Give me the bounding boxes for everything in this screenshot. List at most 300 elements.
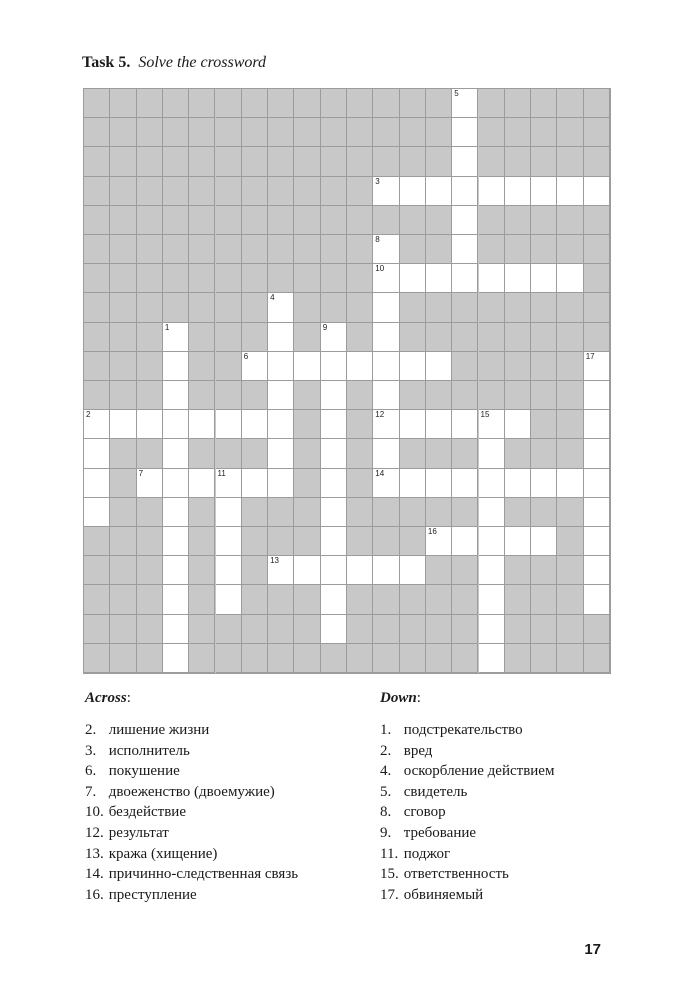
crossword-cell[interactable]	[84, 469, 110, 498]
clue-number: 16	[427, 527, 437, 536]
crossword-cell[interactable]	[479, 264, 505, 293]
crossword-cell[interactable]	[163, 439, 189, 468]
crossword-block	[294, 469, 320, 498]
crossword-block	[268, 264, 294, 293]
crossword-cell[interactable]	[268, 323, 294, 352]
crossword-block	[557, 147, 583, 176]
crossword-cell[interactable]	[373, 410, 399, 439]
crossword-cell[interactable]	[479, 615, 505, 644]
crossword-cell[interactable]	[426, 352, 452, 381]
crossword-block	[531, 352, 557, 381]
crossword-block	[110, 89, 136, 118]
crossword-block	[557, 615, 583, 644]
crossword-cell[interactable]	[163, 469, 189, 498]
crossword-cell[interactable]	[505, 527, 531, 556]
crossword-block	[479, 147, 505, 176]
clue-item	[85, 720, 298, 741]
crossword-block	[531, 439, 557, 468]
crossword-block	[189, 264, 215, 293]
crossword-cell[interactable]	[373, 556, 399, 585]
crossword-block	[400, 206, 426, 235]
crossword-block	[557, 381, 583, 410]
crossword-cell[interactable]	[216, 498, 242, 527]
crossword-block	[294, 644, 320, 673]
crossword-cell[interactable]	[479, 439, 505, 468]
crossword-block	[531, 410, 557, 439]
crossword-block	[189, 644, 215, 673]
crossword-block	[321, 118, 347, 147]
crossword-block	[137, 352, 163, 381]
crossword-block	[557, 118, 583, 147]
crossword-block	[242, 323, 268, 352]
crossword-cell[interactable]	[452, 235, 478, 264]
crossword-cell[interactable]	[479, 527, 505, 556]
crossword-block	[531, 89, 557, 118]
crossword-block	[557, 410, 583, 439]
crossword-block	[84, 147, 110, 176]
crossword-cell[interactable]	[400, 177, 426, 206]
crossword-cell[interactable]	[373, 293, 399, 322]
crossword-block	[189, 177, 215, 206]
crossword-block	[584, 323, 610, 352]
crossword-block	[426, 235, 452, 264]
crossword-cell[interactable]	[584, 469, 610, 498]
crossword-block	[242, 644, 268, 673]
crossword-block	[557, 235, 583, 264]
crossword-cell[interactable]	[163, 410, 189, 439]
crossword-block	[294, 410, 320, 439]
crossword-cell[interactable]	[137, 410, 163, 439]
crossword-cell[interactable]	[584, 585, 610, 614]
crossword-block	[110, 206, 136, 235]
crossword-cell[interactable]	[163, 352, 189, 381]
crossword-block	[242, 556, 268, 585]
crossword-cell[interactable]	[189, 410, 215, 439]
crossword-block	[373, 206, 399, 235]
crossword-cell[interactable]	[452, 527, 478, 556]
crossword-block	[294, 498, 320, 527]
crossword-block	[426, 147, 452, 176]
across-list	[85, 720, 298, 905]
crossword-block	[137, 206, 163, 235]
crossword-cell[interactable]	[216, 410, 242, 439]
crossword-block	[268, 206, 294, 235]
crossword-block	[137, 118, 163, 147]
clues-across	[85, 690, 298, 905]
crossword-block	[216, 293, 242, 322]
crossword-cell[interactable]	[163, 615, 189, 644]
crossword-block	[110, 352, 136, 381]
crossword-block	[268, 498, 294, 527]
crossword-block	[584, 89, 610, 118]
crossword-cell[interactable]	[452, 264, 478, 293]
crossword-block	[505, 206, 531, 235]
crossword-cell[interactable]	[347, 352, 373, 381]
crossword-cell[interactable]	[242, 410, 268, 439]
crossword-block	[137, 498, 163, 527]
crossword-cell[interactable]	[584, 556, 610, 585]
crossword-cell[interactable]	[268, 439, 294, 468]
crossword-block	[137, 323, 163, 352]
crossword-block	[452, 381, 478, 410]
clue-item-number: 4.	[380, 763, 392, 780]
crossword-cell[interactable]	[479, 498, 505, 527]
crossword-cell[interactable]	[452, 410, 478, 439]
crossword-block	[531, 323, 557, 352]
crossword-cell[interactable]	[294, 556, 320, 585]
crossword-block	[531, 498, 557, 527]
crossword-cell[interactable]	[531, 527, 557, 556]
crossword-block	[189, 615, 215, 644]
crossword-block	[137, 177, 163, 206]
crossword-cell[interactable]	[479, 469, 505, 498]
crossword-block	[268, 89, 294, 118]
clue-item-number: 15.	[380, 866, 399, 883]
clue-item-text: бездействие	[108, 804, 186, 821]
clues-down	[380, 690, 554, 905]
clue-number: 2	[86, 410, 91, 420]
crossword-block	[84, 381, 110, 410]
crossword-cell[interactable]	[373, 323, 399, 352]
crossword-block	[584, 147, 610, 176]
crossword-block	[531, 644, 557, 673]
crossword-block	[452, 352, 478, 381]
crossword-cell[interactable]	[373, 439, 399, 468]
crossword-block	[479, 118, 505, 147]
clue-item-number: 14.	[85, 866, 104, 883]
clue-item-number: 13.	[85, 845, 104, 862]
crossword-block	[189, 352, 215, 381]
crossword-cell[interactable]	[268, 556, 294, 585]
crossword-block	[110, 323, 136, 352]
crossword-block	[294, 439, 320, 468]
crossword-cell[interactable]	[321, 469, 347, 498]
crossword-block	[400, 323, 426, 352]
task-label: Task 5.	[82, 54, 131, 71]
crossword-cell[interactable]	[216, 585, 242, 614]
crossword-cell[interactable]	[347, 556, 373, 585]
crossword-cell[interactable]	[426, 527, 452, 556]
clue-item-number: 7.	[85, 783, 97, 800]
crossword-block	[584, 235, 610, 264]
crossword-block	[216, 177, 242, 206]
crossword-cell[interactable]	[400, 410, 426, 439]
clue-item	[380, 844, 554, 865]
crossword-cell[interactable]	[452, 147, 478, 176]
crossword-block	[110, 556, 136, 585]
crossword-cell[interactable]	[163, 585, 189, 614]
crossword-block	[84, 206, 110, 235]
crossword-block	[163, 177, 189, 206]
crossword-block	[294, 206, 320, 235]
crossword-block	[531, 206, 557, 235]
crossword-cell[interactable]	[505, 469, 531, 498]
crossword-cell[interactable]	[426, 469, 452, 498]
crossword-block	[216, 644, 242, 673]
crossword-cell[interactable]	[584, 527, 610, 556]
crossword-cell[interactable]	[373, 177, 399, 206]
crossword-cell[interactable]	[505, 264, 531, 293]
crossword-cell[interactable]	[373, 381, 399, 410]
crossword-cell[interactable]	[268, 352, 294, 381]
clue-item-text: требование	[403, 824, 477, 841]
crossword-block	[321, 235, 347, 264]
crossword-cell[interactable]	[531, 177, 557, 206]
crossword-block	[452, 644, 478, 673]
crossword-cell[interactable]	[584, 177, 610, 206]
crossword-block	[347, 585, 373, 614]
clue-item-text: вред	[403, 742, 433, 759]
crossword-block	[110, 527, 136, 556]
crossword-block	[189, 439, 215, 468]
clue-number: 8	[375, 235, 380, 244]
crossword-cell[interactable]	[216, 556, 242, 585]
crossword-block	[505, 235, 531, 264]
crossword-cell[interactable]	[321, 556, 347, 585]
crossword-cell[interactable]	[426, 264, 452, 293]
crossword-cell[interactable]	[373, 235, 399, 264]
crossword-cell[interactable]	[557, 177, 583, 206]
crossword-block	[216, 264, 242, 293]
crossword-cell[interactable]	[584, 439, 610, 468]
crossword-cell[interactable]	[268, 469, 294, 498]
crossword-cell[interactable]	[452, 469, 478, 498]
clue-number: 12	[375, 410, 385, 420]
crossword-block	[557, 352, 583, 381]
crossword-block	[505, 118, 531, 147]
crossword-block	[163, 264, 189, 293]
clue-item-text: свидетель	[403, 783, 468, 800]
crossword-block	[400, 615, 426, 644]
crossword-block	[216, 147, 242, 176]
crossword-block	[505, 89, 531, 118]
crossword-cell[interactable]	[321, 527, 347, 556]
crossword-block	[84, 323, 110, 352]
crossword-cell[interactable]	[268, 410, 294, 439]
crossword-block	[452, 323, 478, 352]
crossword-block	[531, 615, 557, 644]
crossword-block	[137, 147, 163, 176]
crossword-cell[interactable]	[557, 264, 583, 293]
crossword-block	[557, 498, 583, 527]
crossword-cell[interactable]	[479, 556, 505, 585]
clue-item-number: 1.	[380, 722, 392, 738]
crossword-cell[interactable]	[137, 469, 163, 498]
crossword-block	[347, 381, 373, 410]
crossword-cell[interactable]	[163, 556, 189, 585]
crossword-block	[163, 118, 189, 147]
crossword-block	[110, 585, 136, 614]
crossword-cell[interactable]	[426, 410, 452, 439]
crossword-cell[interactable]	[84, 439, 110, 468]
crossword-cell[interactable]	[373, 352, 399, 381]
crossword-block	[321, 264, 347, 293]
crossword-cell[interactable]	[505, 410, 531, 439]
crossword-block	[347, 89, 373, 118]
crossword-block	[347, 177, 373, 206]
crossword-block	[321, 89, 347, 118]
crossword-cell[interactable]	[452, 89, 478, 118]
crossword-cell[interactable]	[110, 410, 136, 439]
crossword-block	[531, 585, 557, 614]
crossword-cell[interactable]	[584, 352, 610, 381]
crossword-cell[interactable]	[163, 498, 189, 527]
crossword-block	[373, 89, 399, 118]
crossword-block	[347, 615, 373, 644]
clue-item	[380, 802, 554, 823]
crossword-cell[interactable]	[163, 381, 189, 410]
crossword-block	[242, 439, 268, 468]
crossword-block	[110, 177, 136, 206]
crossword-cell[interactable]	[163, 527, 189, 556]
crossword-cell[interactable]	[84, 410, 110, 439]
crossword-block	[110, 439, 136, 468]
crossword-block	[321, 206, 347, 235]
crossword-block	[137, 293, 163, 322]
crossword-cell[interactable]	[479, 644, 505, 673]
crossword-block	[505, 352, 531, 381]
clue-item	[380, 782, 554, 803]
crossword-cell[interactable]	[294, 352, 320, 381]
crossword-cell[interactable]	[163, 644, 189, 673]
crossword-block	[84, 293, 110, 322]
crossword-cell[interactable]	[321, 381, 347, 410]
crossword-block	[557, 439, 583, 468]
crossword-cell[interactable]	[373, 469, 399, 498]
crossword-block	[242, 293, 268, 322]
crossword-block	[216, 323, 242, 352]
clue-item	[380, 885, 554, 906]
crossword-cell[interactable]	[505, 177, 531, 206]
crossword-block	[84, 177, 110, 206]
crossword-cell[interactable]	[479, 177, 505, 206]
crossword-cell[interactable]	[400, 352, 426, 381]
crossword-block	[557, 585, 583, 614]
crossword-cell[interactable]	[584, 498, 610, 527]
crossword-block	[268, 644, 294, 673]
crossword-cell[interactable]	[400, 469, 426, 498]
crossword-cell[interactable]	[189, 469, 215, 498]
crossword-block	[84, 352, 110, 381]
crossword-block	[557, 556, 583, 585]
crossword-block	[189, 381, 215, 410]
crossword-cell[interactable]	[242, 352, 268, 381]
crossword-cell[interactable]	[531, 264, 557, 293]
crossword-cell[interactable]	[321, 352, 347, 381]
crossword-block	[400, 439, 426, 468]
clue-item	[85, 885, 298, 906]
crossword-cell[interactable]	[163, 323, 189, 352]
crossword-cell[interactable]	[426, 177, 452, 206]
clue-item-text: исполнитель	[108, 742, 190, 759]
crossword-block	[189, 556, 215, 585]
crossword-block	[110, 469, 136, 498]
crossword-block	[268, 177, 294, 206]
crossword-block	[426, 89, 452, 118]
crossword-block	[137, 556, 163, 585]
across-heading-colon: :	[126, 690, 131, 706]
crossword-block	[531, 147, 557, 176]
crossword-cell[interactable]	[531, 469, 557, 498]
crossword-cell[interactable]	[321, 498, 347, 527]
crossword-cell[interactable]	[216, 469, 242, 498]
crossword-cell[interactable]	[373, 264, 399, 293]
crossword-block	[373, 615, 399, 644]
crossword-block	[347, 644, 373, 673]
crossword-block	[557, 293, 583, 322]
clue-number: 11	[217, 468, 226, 478]
crossword-cell[interactable]	[584, 381, 610, 410]
crossword-cell[interactable]	[321, 615, 347, 644]
crossword-block	[347, 439, 373, 468]
crossword-block	[84, 556, 110, 585]
across-heading-text: Across	[85, 690, 127, 706]
crossword-block	[189, 527, 215, 556]
clue-number: 5	[454, 89, 459, 98]
crossword-block	[294, 381, 320, 410]
crossword-block	[452, 585, 478, 614]
crossword-cell[interactable]	[321, 585, 347, 614]
crossword-cell[interactable]	[321, 410, 347, 439]
crossword-cell[interactable]	[557, 469, 583, 498]
crossword-block	[268, 235, 294, 264]
crossword-block	[137, 264, 163, 293]
crossword-block	[110, 293, 136, 322]
crossword-block	[347, 206, 373, 235]
crossword-block	[347, 527, 373, 556]
crossword-block	[400, 293, 426, 322]
crossword-cell[interactable]	[479, 410, 505, 439]
crossword-block	[452, 615, 478, 644]
clue-item-number: 2.	[380, 742, 392, 759]
crossword-block	[242, 89, 268, 118]
crossword-block	[426, 323, 452, 352]
clue-item-number: 3.	[85, 742, 97, 759]
clue-item	[85, 844, 298, 865]
crossword-cell[interactable]	[268, 293, 294, 322]
crossword-block	[373, 644, 399, 673]
crossword-cell[interactable]	[479, 585, 505, 614]
crossword-block	[321, 177, 347, 206]
crossword-cell[interactable]	[321, 439, 347, 468]
crossword-cell[interactable]	[400, 556, 426, 585]
crossword-block	[110, 615, 136, 644]
crossword-cell[interactable]	[452, 118, 478, 147]
crossword-cell[interactable]	[452, 206, 478, 235]
crossword-block	[557, 206, 583, 235]
crossword-block	[426, 293, 452, 322]
crossword-cell[interactable]	[321, 323, 347, 352]
crossword-cell[interactable]	[400, 264, 426, 293]
crossword-block	[216, 235, 242, 264]
crossword-cell[interactable]	[242, 469, 268, 498]
crossword-cell[interactable]	[84, 498, 110, 527]
crossword-block	[84, 615, 110, 644]
crossword-block	[426, 615, 452, 644]
clue-number: 14	[375, 468, 385, 478]
crossword-block	[242, 118, 268, 147]
crossword-block	[242, 585, 268, 614]
crossword-cell[interactable]	[268, 381, 294, 410]
clue-item-number: 12.	[85, 824, 104, 841]
crossword-cell[interactable]	[584, 410, 610, 439]
crossword-block	[294, 527, 320, 556]
crossword-cell[interactable]	[452, 177, 478, 206]
clue-number: 1	[164, 322, 170, 332]
crossword-cell[interactable]	[216, 527, 242, 556]
crossword-block	[189, 235, 215, 264]
crossword-block	[84, 527, 110, 556]
